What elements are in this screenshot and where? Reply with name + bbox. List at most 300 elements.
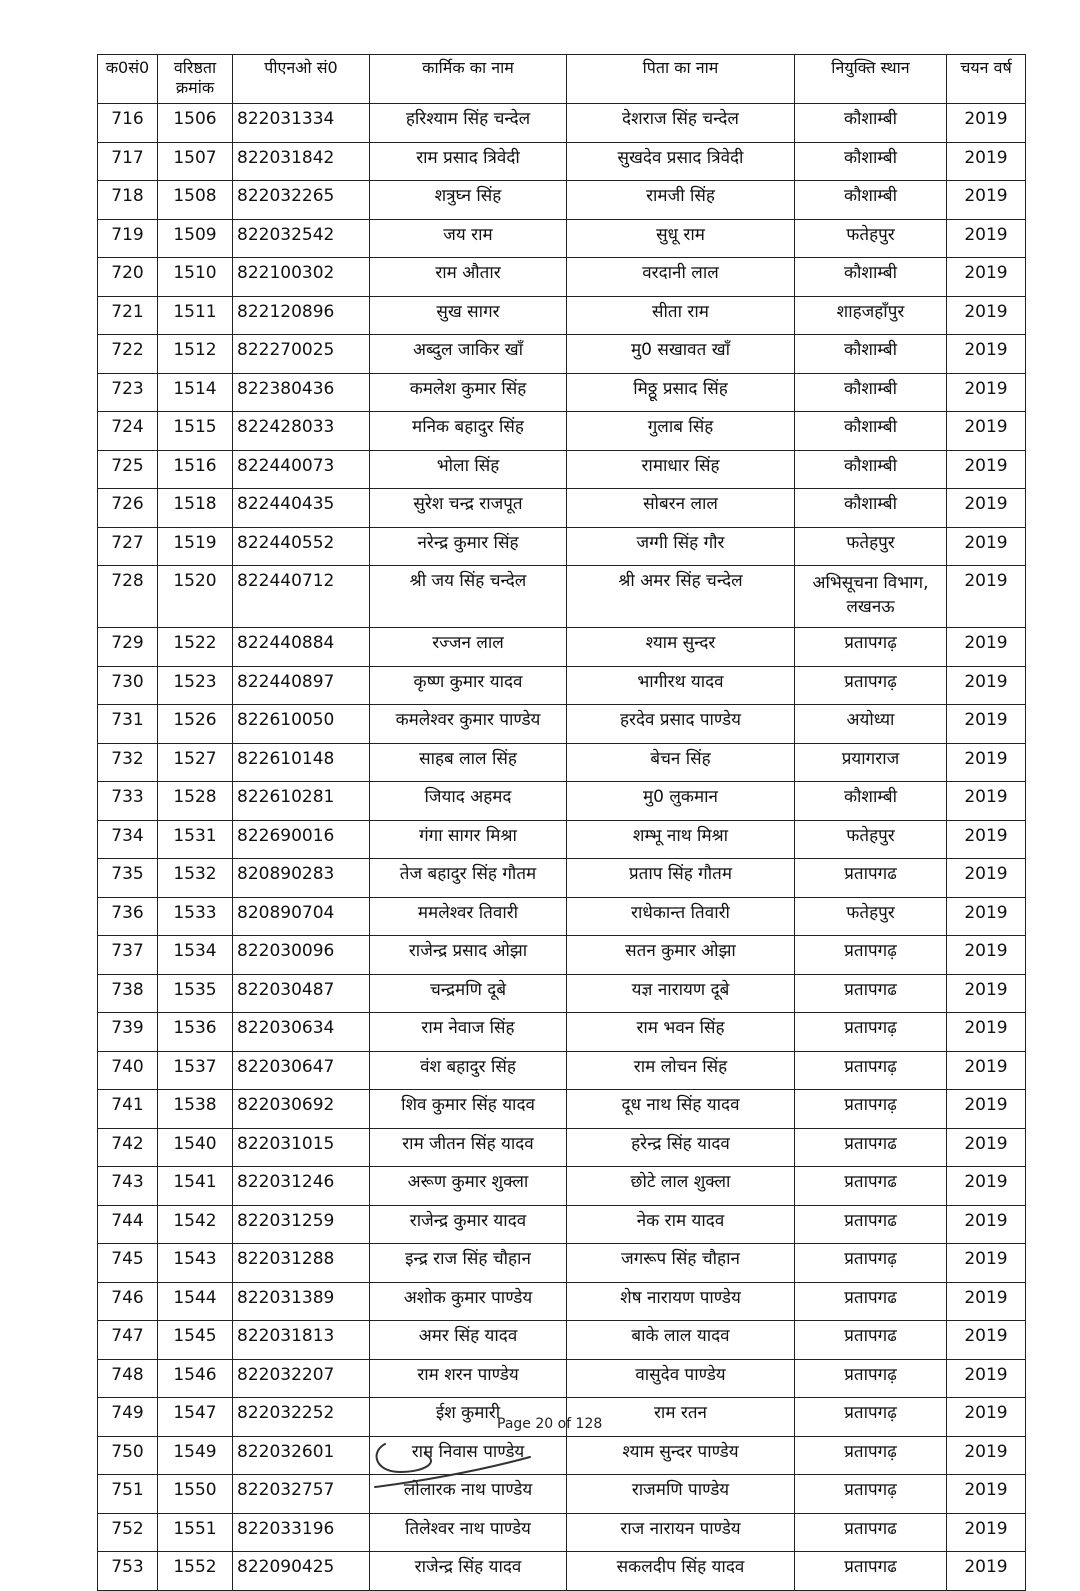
cell-year: 2019 [947,1244,1026,1283]
cell-seniority: 1549 [158,1436,233,1475]
cell-seniority: 1552 [158,1552,233,1591]
cell-seniority: 1508 [158,181,233,220]
cell-pno: 822030647 [233,1051,370,1090]
cell-seniority: 1534 [158,936,233,975]
cell-seniority: 1512 [158,335,233,374]
cell-father: हरदेव प्रसाद पाण्डेय [567,705,795,744]
cell-place: कौशाम्बी [795,142,947,181]
cell-name: अशोक कुमार पाण्डेय [370,1282,567,1321]
table-row [98,1128,1026,1167]
cell-father: छोटे लाल शुक्ला [567,1167,795,1206]
cell-name: राजेन्द्र प्रसाद ओझा [370,936,567,975]
cell-pno: 822690016 [233,820,370,859]
cell-seniority: 1551 [158,1513,233,1552]
cell-pno: 822031813 [233,1321,370,1360]
table-row [98,335,1026,374]
cell-place: प्रतापगढ [795,1128,947,1167]
table-row [98,296,1026,335]
table-row [98,820,1026,859]
table-row [98,1321,1026,1360]
cell-seniority: 1509 [158,219,233,258]
cell-place: प्रतापगढ़ [795,1013,947,1052]
cell-name: तिलेश्वर नाथ पाण्डेय [370,1513,567,1552]
cell-name: राम औतार [370,258,567,297]
cell-sno: 724 [98,412,158,451]
table-row [98,628,1026,667]
header-pno: पीएनओ सं0 [233,55,370,104]
cell-year: 2019 [947,1552,1026,1591]
cell-year: 2019 [947,566,1026,628]
cell-sno: 737 [98,936,158,975]
cell-place: फतेहपुर [795,219,947,258]
cell-sno: 730 [98,666,158,705]
cell-year: 2019 [947,1282,1026,1321]
cell-name: इन्द्र राज सिंह चौहान [370,1244,567,1283]
cell-name: शत्रुघ्न सिंह [370,181,567,220]
cell-pno: 822270025 [233,335,370,374]
cell-name: भोला सिंह [370,450,567,489]
cell-seniority: 1531 [158,820,233,859]
cell-place: प्रतापगढ़ [795,1051,947,1090]
cell-year: 2019 [947,666,1026,705]
cell-name: सुरेश चन्द्र राजपूत [370,489,567,528]
cell-place: प्रतापगढ़ [795,1436,947,1475]
cell-name: हरिश्याम सिंह चन्देल [370,104,567,143]
cell-pno: 822032542 [233,219,370,258]
cell-father: देशराज सिंह चन्देल [567,104,795,143]
cell-year: 2019 [947,1090,1026,1129]
cell-name: सुख सागर [370,296,567,335]
cell-year: 2019 [947,1398,1026,1437]
cell-pno: 820890704 [233,897,370,936]
cell-year: 2019 [947,296,1026,335]
cell-pno: 822030487 [233,974,370,1013]
cell-father: राज नारायन पाण्डेय [567,1513,795,1552]
table-row [98,666,1026,705]
cell-seniority: 1546 [158,1359,233,1398]
cell-father: राम भवन सिंह [567,1013,795,1052]
cell-seniority: 1533 [158,897,233,936]
cell-father: भागीरथ यादव [567,666,795,705]
cell-place: प्रतापगढ [795,1205,947,1244]
cell-father: प्रताप सिंह गौतम [567,859,795,898]
cell-sno: 729 [98,628,158,667]
cell-year: 2019 [947,1128,1026,1167]
table-row [98,705,1026,744]
cell-seniority: 1547 [158,1398,233,1437]
cell-sno: 727 [98,527,158,566]
cell-year: 2019 [947,705,1026,744]
cell-seniority: 1543 [158,1244,233,1283]
cell-name: राम जीतन सिंह यादव [370,1128,567,1167]
cell-pno: 822610281 [233,782,370,821]
table-row [98,1205,1026,1244]
cell-sno: 746 [98,1282,158,1321]
cell-sno: 728 [98,566,158,628]
cell-name: जियाद अहमद [370,782,567,821]
cell-sno: 721 [98,296,158,335]
cell-sno: 733 [98,782,158,821]
cell-pno: 822440073 [233,450,370,489]
cell-place: प्रतापगढ़ [795,936,947,975]
cell-pno: 822033196 [233,1513,370,1552]
table-row [98,566,1026,628]
cell-place: प्रतापगढ़ [795,628,947,667]
table-row [98,1282,1026,1321]
cell-year: 2019 [947,897,1026,936]
cell-sno: 740 [98,1051,158,1090]
table-row [98,1513,1026,1552]
cell-father: दूध नाथ सिंह यादव [567,1090,795,1129]
cell-sno: 720 [98,258,158,297]
cell-father: सतन कुमार ओझा [567,936,795,975]
cell-name: श्री जय सिंह चन्देल [370,566,567,628]
cell-seniority: 1541 [158,1167,233,1206]
cell-name: जय राम [370,219,567,258]
table-row [98,743,1026,782]
cell-place: प्रतापगढ [795,1552,947,1591]
cell-seniority: 1511 [158,296,233,335]
cell-pno: 822440552 [233,527,370,566]
cell-name: राम प्रसाद त्रिवेदी [370,142,567,181]
cell-sno: 750 [98,1436,158,1475]
cell-father: श्याम सुन्दर पाण्डेय [567,1436,795,1475]
cell-sno: 717 [98,142,158,181]
cell-place: कौशाम्बी [795,412,947,451]
cell-sno: 723 [98,373,158,412]
cell-pno: 822032207 [233,1359,370,1398]
cell-sno: 719 [98,219,158,258]
cell-place: प्रतापगढ [795,974,947,1013]
cell-seniority: 1507 [158,142,233,181]
table-row [98,782,1026,821]
cell-pno: 822031246 [233,1167,370,1206]
cell-year: 2019 [947,104,1026,143]
table-row [98,219,1026,258]
cell-place: कौशाम्बी [795,335,947,374]
cell-father: शम्भू नाथ मिश्रा [567,820,795,859]
cell-seniority: 1519 [158,527,233,566]
signature [365,1432,535,1494]
cell-father: श्री अमर सिंह चन्देल [567,566,795,628]
cell-name: गंगा सागर मिश्रा [370,820,567,859]
cell-father: हरेन्द्र सिंह यादव [567,1128,795,1167]
cell-year: 2019 [947,628,1026,667]
cell-pno: 822610148 [233,743,370,782]
cell-father: सीता राम [567,296,795,335]
cell-name: लोलारक नाथ पाण्डेय [370,1475,567,1514]
cell-pno: 822030096 [233,936,370,975]
cell-name: राम निवास पाण्डेय [370,1436,567,1475]
cell-year: 2019 [947,743,1026,782]
cell-sno: 745 [98,1244,158,1283]
cell-seniority: 1537 [158,1051,233,1090]
cell-place: प्रयागराज [795,743,947,782]
cell-pno: 822120896 [233,296,370,335]
table-row [98,897,1026,936]
table-row [98,450,1026,489]
cell-sno: 731 [98,705,158,744]
cell-year: 2019 [947,782,1026,821]
table-row [98,1013,1026,1052]
cell-place: कौशाम्बी [795,450,947,489]
cell-name: नरेन्द्र कुमार सिंह [370,527,567,566]
table-row [98,859,1026,898]
cell-pno: 822030692 [233,1090,370,1129]
table-row [98,974,1026,1013]
cell-sno: 726 [98,489,158,528]
cell-name: राम नेवाज सिंह [370,1013,567,1052]
cell-sno: 725 [98,450,158,489]
cell-sno: 751 [98,1475,158,1514]
cell-pno: 822031015 [233,1128,370,1167]
cell-sno: 743 [98,1167,158,1206]
cell-year: 2019 [947,489,1026,528]
cell-seniority: 1527 [158,743,233,782]
cell-name: कृष्ण कुमार यादव [370,666,567,705]
cell-year: 2019 [947,974,1026,1013]
header-place: नियुक्ति स्थान [795,55,947,104]
header-year: चयन वर्ष [947,55,1026,104]
cell-name: अरूण कुमार शुक्ला [370,1167,567,1206]
header-seniority: वरिष्ठता क्रमांक [158,55,233,104]
cell-father: मु0 लुकमान [567,782,795,821]
cell-sno: 747 [98,1321,158,1360]
cell-place: प्रतापगढ़ [795,1475,947,1514]
table-row [98,1475,1026,1514]
cell-pno: 822440712 [233,566,370,628]
cell-pno: 822031389 [233,1282,370,1321]
cell-sno: 744 [98,1205,158,1244]
cell-father: वासुदेव पाण्डेय [567,1359,795,1398]
cell-year: 2019 [947,1013,1026,1052]
cell-pno: 822428033 [233,412,370,451]
cell-place: कौशाम्बी [795,373,947,412]
cell-seniority: 1540 [158,1128,233,1167]
cell-sno: 741 [98,1090,158,1129]
table-header-row [98,55,1026,104]
cell-pno: 822031334 [233,104,370,143]
cell-pno: 822100302 [233,258,370,297]
cell-father: शेष नारायण पाण्डेय [567,1282,795,1321]
cell-pno: 822031288 [233,1244,370,1283]
cell-seniority: 1520 [158,566,233,628]
cell-year: 2019 [947,1205,1026,1244]
cell-year: 2019 [947,1359,1026,1398]
cell-year: 2019 [947,258,1026,297]
cell-place: फतेहपुर [795,820,947,859]
cell-name: राजेन्द्र कुमार यादव [370,1205,567,1244]
cell-year: 2019 [947,219,1026,258]
cell-father: जग्गी सिंह गौर [567,527,795,566]
cell-father: राम लोचन सिंह [567,1051,795,1090]
cell-father: राधेकान्त तिवारी [567,897,795,936]
cell-seniority: 1542 [158,1205,233,1244]
cell-father: नेक राम यादव [567,1205,795,1244]
cell-place: प्रतापगढ [795,1513,947,1552]
table-row [98,412,1026,451]
cell-father: वरदानी लाल [567,258,795,297]
table-row [98,1167,1026,1206]
table-row [98,489,1026,528]
cell-year: 2019 [947,412,1026,451]
cell-place: कौशाम्बी [795,489,947,528]
cell-name: राजेन्द्र सिंह यादव [370,1552,567,1591]
cell-sno: 732 [98,743,158,782]
cell-father: रामाधार सिंह [567,450,795,489]
cell-name: शिव कुमार सिंह यादव [370,1090,567,1129]
cell-seniority: 1510 [158,258,233,297]
cell-year: 2019 [947,450,1026,489]
cell-pno: 822610050 [233,705,370,744]
cell-place: कौशाम्बी [795,258,947,297]
cell-father: यज्ञ नारायण दूबे [567,974,795,1013]
table-row [98,1552,1026,1591]
cell-pno: 820890283 [233,859,370,898]
cell-name: चन्द्रमणि दूबे [370,974,567,1013]
table-row [98,258,1026,297]
cell-place: प्रतापगढ़ [795,1244,947,1283]
cell-place: प्रतापगढ [795,1167,947,1206]
cell-father: सोबरन लाल [567,489,795,528]
table-row [98,1090,1026,1129]
cell-seniority: 1514 [158,373,233,412]
cell-year: 2019 [947,1475,1026,1514]
cell-father: राम रतन [567,1398,795,1437]
cell-place: अभिसूचना विभाग, लखनऊ [795,566,947,628]
cell-year: 2019 [947,335,1026,374]
header-father: पिता का नाम [567,55,795,104]
table-row [98,1051,1026,1090]
cell-pno: 822090425 [233,1552,370,1591]
cell-name: कमलेश्वर कुमार पाण्डेय [370,705,567,744]
cell-seniority: 1535 [158,974,233,1013]
cell-name: अब्दुल जाकिर खाँ [370,335,567,374]
cell-year: 2019 [947,859,1026,898]
cell-father: श्याम सुन्दर [567,628,795,667]
cell-name: कमलेश कुमार सिंह [370,373,567,412]
cell-father: जगरूप सिंह चौहान [567,1244,795,1283]
cell-place: फतेहपुर [795,527,947,566]
cell-name: साहब लाल सिंह [370,743,567,782]
cell-sno: 748 [98,1359,158,1398]
cell-year: 2019 [947,373,1026,412]
cell-year: 2019 [947,1167,1026,1206]
cell-place: प्रतापगढ [795,859,947,898]
cell-place: कौशाम्बी [795,104,947,143]
cell-pno: 822380436 [233,373,370,412]
cell-seniority: 1536 [158,1013,233,1052]
cell-year: 2019 [947,1513,1026,1552]
cell-place: प्रतापगढ [795,1321,947,1360]
cell-pno: 822032252 [233,1398,370,1437]
cell-seniority: 1532 [158,859,233,898]
cell-father: मु0 सखावत खाँ [567,335,795,374]
cell-seniority: 1522 [158,628,233,667]
cell-seniority: 1523 [158,666,233,705]
cell-year: 2019 [947,820,1026,859]
cell-father: सुखदेव प्रसाद त्रिवेदी [567,142,795,181]
cell-sno: 718 [98,181,158,220]
cell-pno: 822031259 [233,1205,370,1244]
cell-name: राम शरन पाण्डेय [370,1359,567,1398]
table-row [98,527,1026,566]
cell-sno: 722 [98,335,158,374]
cell-pno: 822030634 [233,1013,370,1052]
cell-father: रामजी सिंह [567,181,795,220]
cell-year: 2019 [947,1321,1026,1360]
table-row [98,1436,1026,1475]
cell-year: 2019 [947,142,1026,181]
table-row [98,936,1026,975]
cell-seniority: 1516 [158,450,233,489]
cell-place: फतेहपुर [795,897,947,936]
cell-seniority: 1538 [158,1090,233,1129]
cell-father: सकलदीप सिंह यादव [567,1552,795,1591]
header-name: कार्मिक का नाम [370,55,567,104]
cell-place: प्रतापगढ़ [795,1359,947,1398]
cell-seniority: 1550 [158,1475,233,1514]
cell-father: राजमणि पाण्डेय [567,1475,795,1514]
cell-pno: 822440884 [233,628,370,667]
cell-pno: 822440897 [233,666,370,705]
table-row [98,181,1026,220]
cell-sno: 753 [98,1552,158,1591]
cell-place: प्रतापगढ़ [795,666,947,705]
cell-sno: 749 [98,1398,158,1437]
cell-seniority: 1506 [158,104,233,143]
cell-place: प्रतापगढ [795,1282,947,1321]
cell-seniority: 1545 [158,1321,233,1360]
cell-sno: 736 [98,897,158,936]
cell-name: मनिक बहादुर सिंह [370,412,567,451]
cell-place: अयोध्या [795,705,947,744]
table-row [98,104,1026,143]
cell-year: 2019 [947,181,1026,220]
cell-year: 2019 [947,936,1026,975]
cell-sno: 742 [98,1128,158,1167]
table-row [98,1244,1026,1283]
cell-sno: 738 [98,974,158,1013]
cell-father: मिठ्ठू प्रसाद सिंह [567,373,795,412]
personnel-table [97,54,1026,1591]
cell-name: वंश बहादुर सिंह [370,1051,567,1090]
cell-seniority: 1544 [158,1282,233,1321]
table-row [98,373,1026,412]
cell-father: गुलाब सिंह [567,412,795,451]
cell-place: प्रतापगढ़ [795,1090,947,1129]
cell-sno: 734 [98,820,158,859]
cell-year: 2019 [947,1436,1026,1475]
header-sno: क0सं0 [98,55,158,104]
cell-sno: 752 [98,1513,158,1552]
cell-seniority: 1518 [158,489,233,528]
table-row [98,1359,1026,1398]
cell-name: तेज बहादुर सिंह गौतम [370,859,567,898]
cell-sno: 739 [98,1013,158,1052]
cell-place: कौशाम्बी [795,782,947,821]
cell-pno: 822032265 [233,181,370,220]
cell-seniority: 1528 [158,782,233,821]
cell-name: अमर सिंह यादव [370,1321,567,1360]
cell-pno: 822031842 [233,142,370,181]
cell-name: ईश कुमारी [370,1398,567,1437]
cell-place: कौशाम्बी [795,181,947,220]
cell-pno: 822032757 [233,1475,370,1514]
cell-father: सुधू राम [567,219,795,258]
cell-pno: 822440435 [233,489,370,528]
cell-year: 2019 [947,1051,1026,1090]
